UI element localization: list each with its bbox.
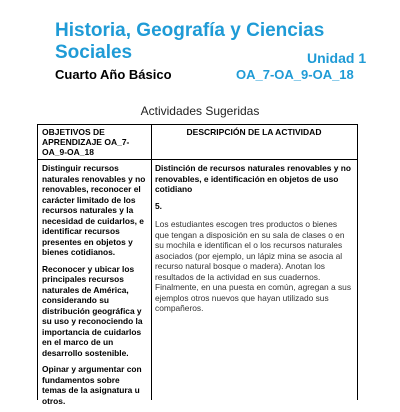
grade-label: Cuarto Año Básico bbox=[55, 67, 172, 82]
objectives-header: OBJETIVOS DE APRENDIZAJE OA_7-OA_9-OA_18 bbox=[42, 127, 130, 157]
section-title: Actividades Sugeridas bbox=[140, 104, 260, 118]
description-header: DESCRIPCIÓN DE LA ACTIVIDAD bbox=[186, 127, 322, 137]
objective-item: Opinar y argumentar con fundamentos sobre temas de la asignatura u otros. bbox=[42, 364, 142, 406]
activities-table bbox=[37, 124, 358, 406]
objective-item: Reconocer y ubicar los principales recursos naturales de América, considerando su distribución geográfica y su uso y reconociendo la importancia de cuidarlos en el marco de un desarrollo sostenible. bbox=[42, 263, 143, 358]
activity-text: Los estudiantes escogen tres productos o bienes que tengan a disposición en su sala de clases o en su mochila e identifican el o los recursos naturales asociados (por ejemplo, un lápiz mina se asocia al recurso natural bosque o madera). Anotan los resultados de la actividad en sus cuadernos. Finalmente, en una puesta en común, agregan a sus ejemplos otros nuevos que hayan utilizado sus compañeros. bbox=[155, 219, 352, 313]
description-cell bbox=[155, 163, 351, 314]
unit-label: Unidad 1 bbox=[307, 50, 367, 66]
objectives-cell bbox=[42, 163, 146, 412]
oa-codes: OA_7-OA_9-OA_18 bbox=[236, 67, 354, 82]
table-header-row bbox=[38, 125, 357, 160]
activity-title: Distinción de recursos naturales renovables y no renovables, e identificación en objetos de uso cotidiano bbox=[155, 163, 351, 194]
objective-item: Distinguir recursos naturales renovables y no renovables, reconocer el carácter limitado de los recursos naturales y la necesidad de cuidarlos, e identificar recursos presentes en objetos y bienes cotidianos. bbox=[42, 163, 146, 257]
activity-number: 5. bbox=[155, 200, 162, 211]
document-title: Historia, Geografía y Ciencias Sociales bbox=[55, 20, 325, 63]
column-divider bbox=[151, 125, 152, 400]
